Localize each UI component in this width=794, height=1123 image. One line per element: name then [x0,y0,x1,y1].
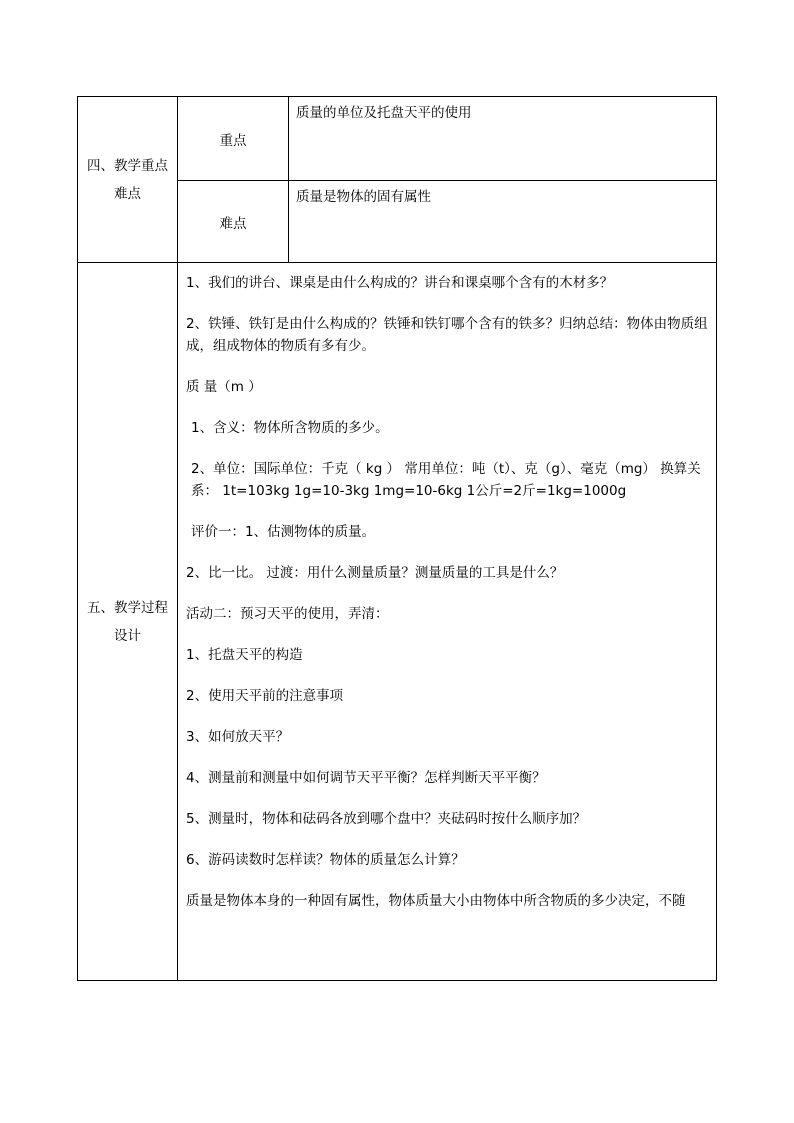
difficult-point-label: 难点 [178,181,289,263]
key-point-text: 质量的单位及托盘天平的使用 [289,97,717,181]
process-line-9: 1、托盘天平的构造 [186,647,303,663]
section4-label-cell [78,97,178,263]
process-line-8: 活动二：预习天平的使用，弄清： [186,606,389,622]
section5-label-line1: 五、教学过程 [87,599,168,616]
process-line-1: 1、我们的讲台、课桌是由什么构成的？讲台和课桌哪个含有的木材多？ [186,275,614,291]
process-line-12: 4、测量前和测量中如何调节天平平衡？怎样判断天平平衡？ [186,770,546,786]
section5-label-cell [78,263,178,981]
process-line-6: 评价一：1、估测物体的质量。 [191,524,376,540]
process-line-14: 6、游码读数时怎样读？物体的质量怎么计算？ [186,852,465,868]
process-line-11: 3、如何放天平？ [186,729,290,745]
difficult-point-text: 质量是物体的固有属性 [289,181,717,263]
process-line-7: 2、比一比。 过渡：用什么测量质量？测量质量的工具是什么？ [186,565,564,581]
key-point-label: 重点 [178,97,289,181]
section4-label-line1: 四、教学重点 [87,157,168,174]
lesson-plan-table [77,96,717,981]
section5-label-line2: 设计 [114,627,141,644]
process-content-cell [178,263,717,981]
process-line-15: 质量是物体本身的一种固有属性，物体质量大小由物体中所含物质的多少决定，不随 [186,893,686,909]
process-line-13: 5、测量时，物体和砝码各放到哪个盘中？夹砝码时按什么顺序加？ [186,811,587,827]
process-line-10: 2、使用天平前的注意事项 [186,688,344,704]
process-content [186,268,710,980]
process-row [78,263,717,981]
process-line-4: 1、含义：物体所含物质的多少。 [191,420,389,436]
process-line-5: 2、单位：国际单位：千克（ kg ） 常用单位：吨（t）、克（g）、毫克（mg） 换算关系： 1t=103kg 1g=10-3kg 1mg=10-6kg 1公斤=2斤=1kg=1000g [191,461,701,499]
key-point-row [78,97,717,181]
process-line-3: 质 量（m ） [186,379,262,395]
section4-label-line2: 难点 [114,185,141,202]
process-line-2: 2、铁锤、铁钉是由什么构成的？铁锤和铁钉哪个含有的铁多？归纳总结：物体由物质组成，组成物体的物质有多有少。 [186,316,708,354]
